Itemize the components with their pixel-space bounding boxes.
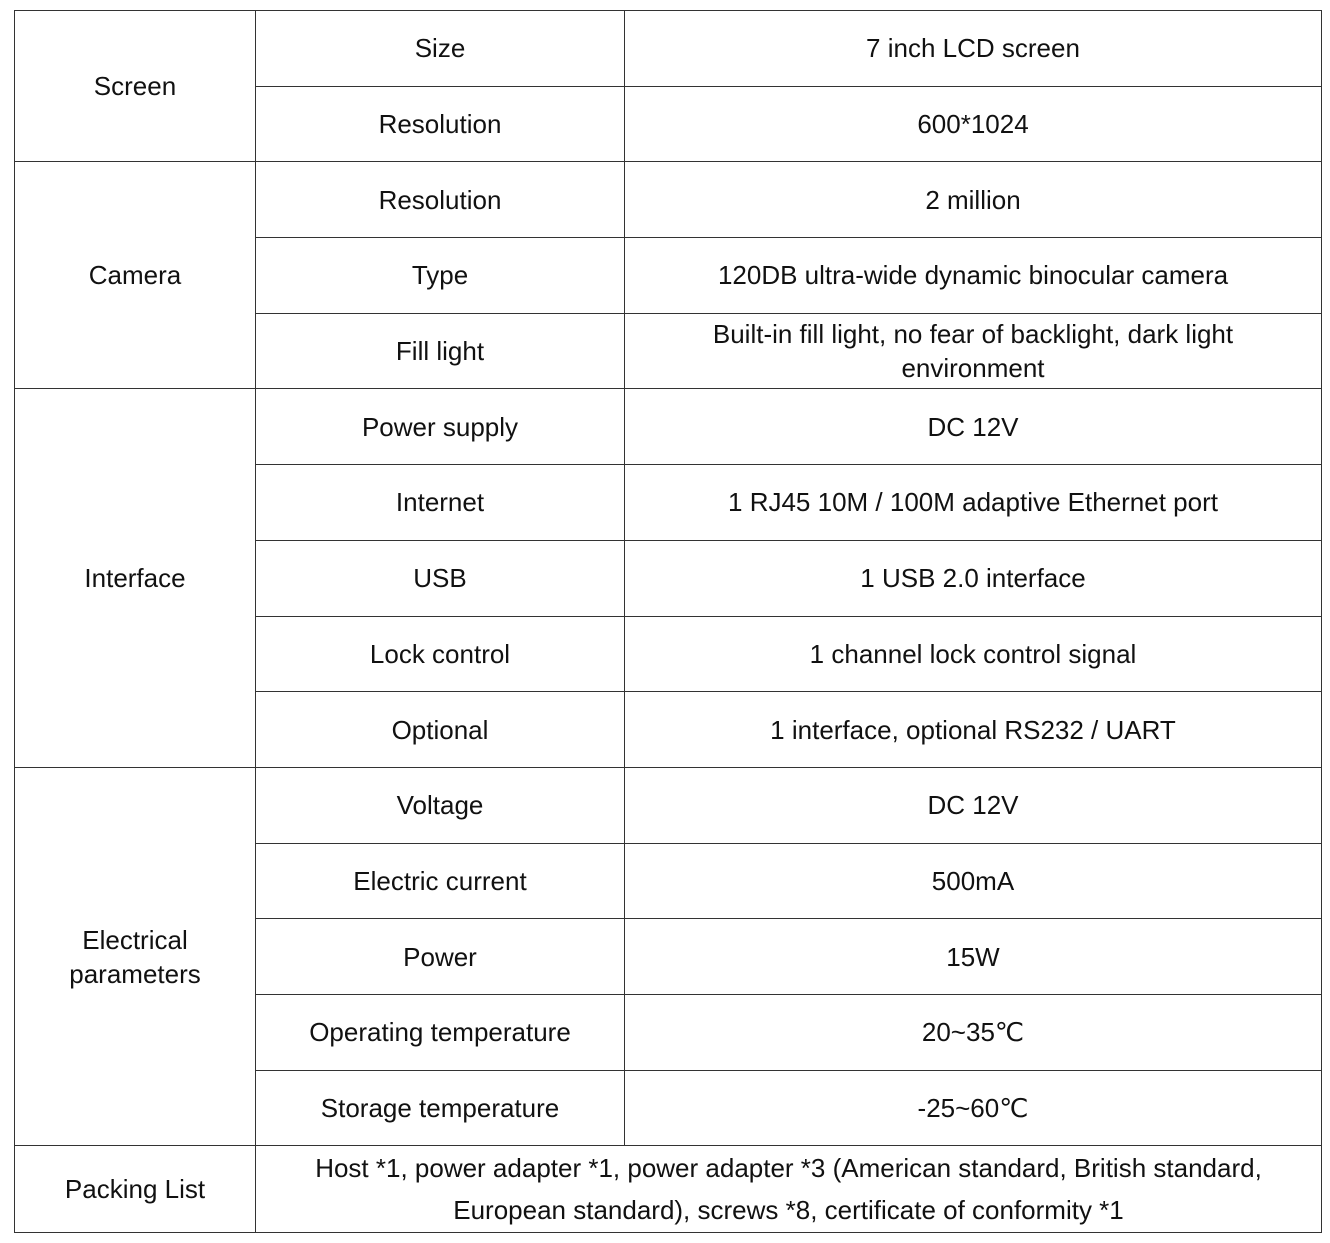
value-cell: Built-in fill light, no fear of backlight, dark light environment [625,313,1322,389]
packing-list-label: Packing List [15,1146,256,1233]
param-cell: Size [256,11,625,87]
value-cell: 20~35℃ [625,994,1322,1070]
param-cell: Power supply [256,389,625,465]
table-row [15,11,1322,87]
value-cell: DC 12V [625,389,1322,465]
category-cell-screen: Screen [15,11,256,162]
category-cell-electrical: Electrical parameters [15,767,256,1145]
param-cell: Storage temperature [256,1070,625,1146]
param-cell: Lock control [256,616,625,692]
table-row [15,767,1322,843]
value-cell: 1 interface, optional RS232 / UART [625,692,1322,768]
param-cell: Electric current [256,843,625,919]
param-cell: Type [256,238,625,314]
packing-list-value: Host *1, power adapter *1, power adapter *3 (American standard, British standard, European standard), screws *8, certificate of conformity *1 [256,1146,1322,1233]
value-cell: 1 USB 2.0 interface [625,540,1322,616]
param-cell: Fill light [256,313,625,389]
category-cell-interface: Interface [15,389,256,767]
value-cell: -25~60℃ [625,1070,1322,1146]
param-cell: Operating temperature [256,994,625,1070]
spec-table [14,10,1322,1233]
param-cell: Power [256,919,625,995]
param-cell: Internet [256,465,625,541]
value-cell: 600*1024 [625,86,1322,162]
category-cell-camera: Camera [15,162,256,389]
param-cell: Resolution [256,162,625,238]
param-cell: Resolution [256,86,625,162]
table-row [15,162,1322,238]
value-cell: 2 million [625,162,1322,238]
value-cell: 500mA [625,843,1322,919]
value-cell: 120DB ultra-wide dynamic binocular camera [625,238,1322,314]
value-cell: 1 channel lock control signal [625,616,1322,692]
table-row [15,389,1322,465]
param-cell: Voltage [256,767,625,843]
value-cell: DC 12V [625,767,1322,843]
param-cell: USB [256,540,625,616]
packing-list-row [15,1146,1322,1233]
value-cell: 15W [625,919,1322,995]
value-cell: 7 inch LCD screen [625,11,1322,87]
param-cell: Optional [256,692,625,768]
value-cell: 1 RJ45 10M / 100M adaptive Ethernet port [625,465,1322,541]
